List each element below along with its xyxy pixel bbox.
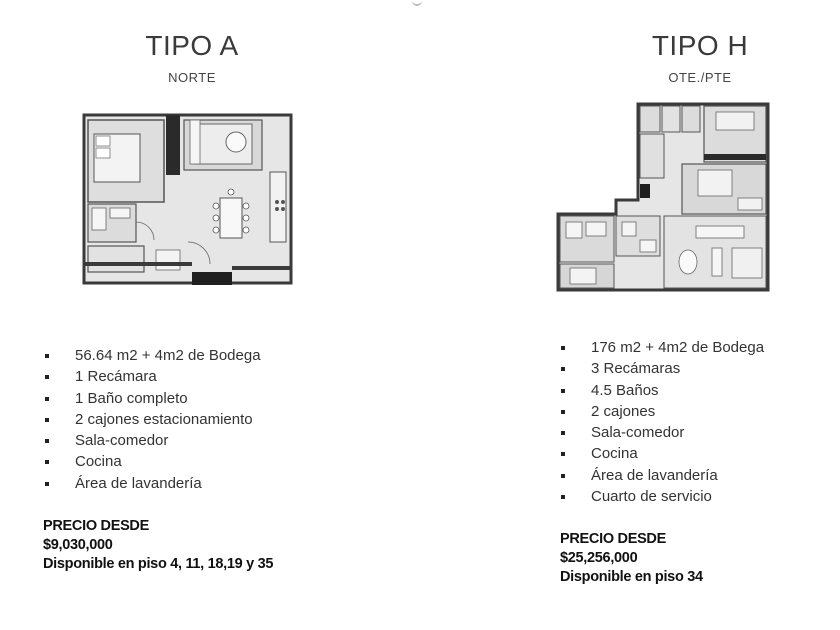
unit-a-title: TIPO A	[145, 30, 239, 61]
unit-a-feature-living-dining: Sala-comedor	[42, 430, 261, 451]
unit-a-feature-bathrooms: 1 Baño completo	[42, 388, 261, 409]
unit-h-feature-living-dining: Sala-comedor	[558, 422, 764, 443]
unit-h-feature-bedrooms: 3 Recámaras	[558, 358, 764, 379]
unit-a-feature-parking: 2 cajones estacionamiento	[42, 409, 261, 430]
unit-h-price-label: PRECIO DESDE	[560, 531, 666, 547]
unit-h-feature-laundry: Área de lavandería	[558, 465, 764, 486]
page-top-mark	[412, 0, 422, 6]
unit-h-availability: Disponible en piso 34	[560, 569, 703, 585]
unit-a-price-label: PRECIO DESDE	[43, 518, 149, 534]
unit-a-price: $9,030,000	[43, 537, 113, 553]
unit-h-orientation: OTE./PTE	[668, 70, 732, 85]
unit-a-feature-area: 56.64 m2 + 4m2 de Bodega	[42, 345, 261, 366]
unit-h-feature-kitchen: Cocina	[558, 443, 764, 464]
unit-h-price-block	[560, 530, 703, 587]
unit-h-floor-plan	[556, 102, 770, 292]
unit-h-feature-service-room: Cuarto de servicio	[558, 486, 764, 507]
unit-h-title: TIPO H	[651, 30, 749, 61]
unit-h-feature-area: 176 m2 + 4m2 de Bodega	[558, 337, 764, 358]
unit-a-feature-list	[42, 345, 261, 494]
unit-a-feature-laundry: Área de lavandería	[42, 473, 261, 494]
unit-h-feature-parking: 2 cajones	[558, 401, 764, 422]
unit-a-floor-plan	[80, 112, 294, 286]
unit-a-orientation: NORTE	[168, 70, 216, 85]
unit-a-feature-kitchen: Cocina	[42, 451, 261, 472]
unit-h-price: $25,256,000	[560, 550, 638, 566]
unit-a-price-block	[43, 517, 273, 574]
unit-a-feature-bedrooms: 1 Recámara	[42, 366, 261, 387]
unit-a-availability: Disponible en piso 4, 11, 18,19 y 35	[43, 556, 274, 572]
unit-h-feature-list	[558, 337, 764, 507]
unit-h-feature-bathrooms: 4.5 Baños	[558, 380, 764, 401]
